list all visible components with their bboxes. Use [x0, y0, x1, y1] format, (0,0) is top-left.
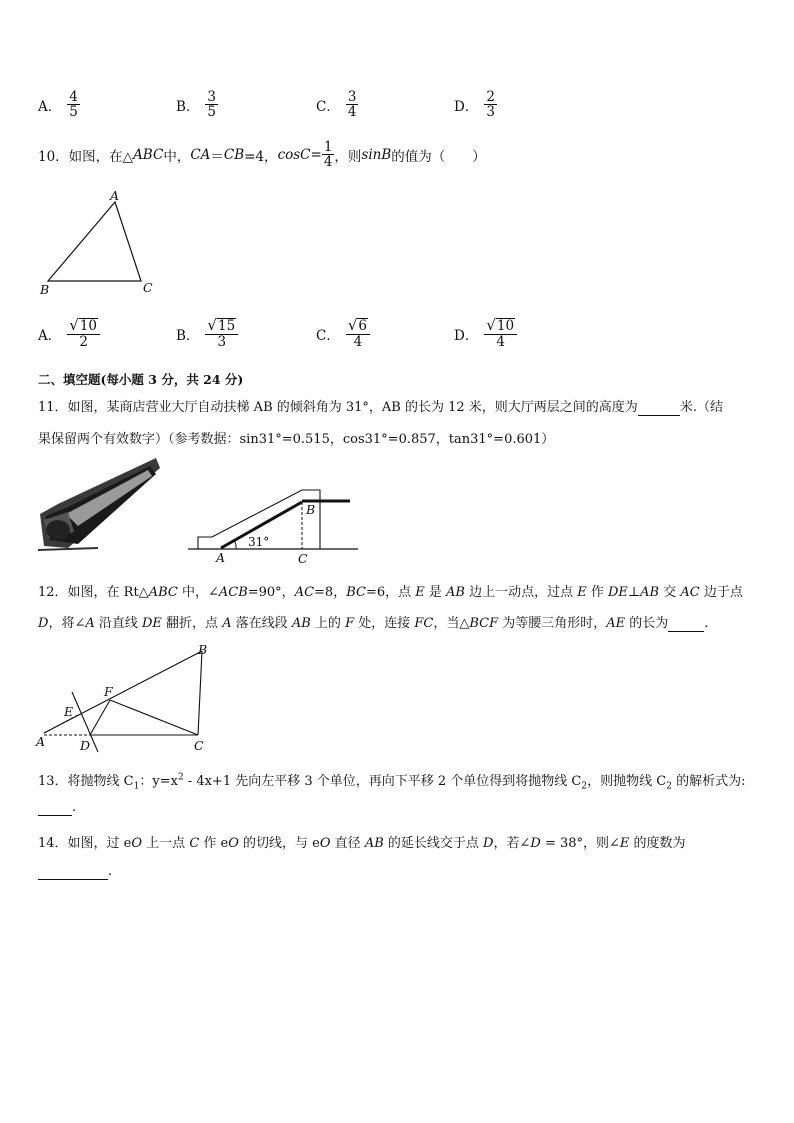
- segment-bc: [198, 651, 202, 735]
- stem-text: 为等腰三角形时，: [498, 616, 607, 631]
- math-var: E: [619, 836, 630, 851]
- option-label: C．: [316, 98, 340, 115]
- stem-text: 上一点: [142, 836, 190, 851]
- math-var: D: [38, 616, 49, 631]
- stem-text: - 4x+1 先向左平移 3 个单位，再向下平移 2 个单位得到将抛物线 C: [183, 774, 582, 789]
- subscript: 2: [581, 781, 588, 792]
- math-var: CB: [223, 146, 245, 163]
- math-var: AB: [291, 616, 311, 631]
- numerator: 2: [486, 89, 495, 105]
- triangle-abc: [48, 202, 141, 281]
- math-var: FC: [414, 616, 434, 631]
- photo-wheel: [46, 520, 70, 540]
- stem-text: ：y=x: [139, 774, 178, 789]
- numerator: [484, 318, 517, 335]
- math-var: ACB: [218, 585, 248, 600]
- denominator: 3: [217, 333, 227, 350]
- denominator: 4: [323, 154, 333, 171]
- option-label: B．: [176, 98, 200, 115]
- numerator: [67, 318, 100, 335]
- stem-text: 的切线，与 e: [238, 836, 320, 851]
- q12-line2: [38, 612, 708, 632]
- fraction: [322, 140, 335, 169]
- segment-df: [90, 700, 110, 735]
- q12-triangle-figure: [34, 640, 216, 758]
- math-var: A: [85, 616, 95, 631]
- stem-text: 米.（结: [679, 400, 723, 415]
- stem-text: 的延长线交于点: [383, 836, 484, 851]
- answer-blank: [38, 800, 72, 816]
- fraction: [205, 318, 238, 349]
- point-label-b: B: [198, 642, 208, 657]
- denominator: 4: [496, 333, 505, 350]
- stem-text: ＝: [210, 148, 224, 165]
- math-var: A: [222, 616, 232, 631]
- fraction: [346, 90, 359, 119]
- stem-text: 中，∠: [177, 585, 219, 600]
- point-label-a: A: [36, 734, 46, 749]
- option-label: A．: [38, 327, 62, 344]
- section-heading: 二、填空题(每小题 3 分，共 24 分): [38, 372, 244, 387]
- q13-line2: [38, 800, 76, 816]
- stem-text: = 38°，则∠: [540, 836, 620, 851]
- photo-floor: [38, 548, 98, 550]
- sqrt-symbol: √ 15: [207, 316, 236, 334]
- stem-text: =: [310, 146, 322, 163]
- point-label-b: B: [306, 502, 316, 517]
- denominator: 5: [69, 104, 78, 121]
- stem-text: 14．如图，过 e: [38, 836, 132, 851]
- sqrt-symbol: √ 10: [69, 316, 97, 334]
- stem-text: ，若∠: [493, 836, 531, 851]
- stem-text: 边于点: [699, 585, 743, 600]
- radicand: 6: [358, 318, 367, 334]
- radicand: 10: [79, 318, 97, 334]
- stem-text: 10．如图，在△: [38, 148, 134, 165]
- numerator: 3: [347, 89, 357, 105]
- q12-line1: [38, 581, 743, 600]
- math-var: AC: [680, 585, 700, 600]
- stem-text: 翻折，点: [161, 616, 223, 631]
- math-var: AB: [640, 585, 660, 600]
- math-var: sinB: [361, 146, 392, 163]
- stem-text: 中，: [163, 148, 191, 165]
- math-var: O: [228, 836, 239, 851]
- stem-text: 沿直线: [94, 616, 142, 631]
- angle-label: 31°: [248, 535, 270, 549]
- math-var: F: [345, 616, 355, 631]
- stem-text: 的值为（ ）: [391, 148, 486, 165]
- stem-text: =90°，: [247, 585, 295, 600]
- stem-text: 的长为: [625, 616, 669, 631]
- stem-text: 上的: [310, 616, 346, 631]
- stem-text: 是: [424, 585, 447, 600]
- stem-text: 13．将抛物线 C: [38, 774, 134, 789]
- fraction: [346, 318, 370, 349]
- stem-text: =8，: [314, 585, 347, 600]
- q10-stem: [38, 140, 486, 169]
- escalator-photo: [38, 456, 162, 552]
- option-label: A．: [38, 98, 62, 115]
- q14-line1: [38, 832, 686, 851]
- denominator: 4: [353, 333, 363, 350]
- q9-option-a: [38, 90, 80, 119]
- math-var: AC: [294, 585, 315, 600]
- option-label: C．: [316, 327, 340, 344]
- option-label: D．: [454, 98, 479, 115]
- fraction: [484, 90, 497, 119]
- numerator: 1: [323, 139, 333, 155]
- segment-fc: [110, 700, 198, 735]
- sqrt-symbol: √ 10: [486, 316, 515, 334]
- math-var: BCF: [469, 616, 499, 631]
- math-var: D: [530, 836, 541, 851]
- math-var: BC: [346, 585, 366, 600]
- point-label-f: F: [104, 684, 113, 699]
- math-var: AE: [606, 616, 626, 631]
- answer-blank: [38, 864, 108, 880]
- q9-option-b: [176, 90, 218, 119]
- vertex-label-a: A: [110, 188, 120, 203]
- denominator: 3: [486, 104, 495, 121]
- stem-text: 处，连接: [354, 616, 415, 631]
- stem-text: 的解析式为:: [671, 774, 746, 789]
- math-var: DE: [142, 616, 162, 631]
- radicand: 10: [496, 318, 515, 334]
- stem-text: =4，: [244, 148, 278, 165]
- stem-text: 落在线段: [231, 616, 292, 631]
- option-label: B．: [176, 327, 200, 344]
- subscript: 2: [666, 781, 672, 792]
- stem-text: =6，点: [365, 585, 416, 600]
- numerator: 4: [69, 89, 78, 105]
- math-var: E: [577, 585, 587, 600]
- q13-line1: [38, 770, 745, 792]
- stem-text: ⊥: [627, 585, 641, 600]
- answer-blank: [668, 616, 704, 632]
- q11-line2: 果保留两个有效数字）（参考数据：sin31°=0.515，cos31°=0.857，tan31°=0.601）: [38, 432, 555, 447]
- math-var: C: [189, 836, 200, 851]
- q10-triangle-figure: [36, 188, 166, 300]
- stem-text: 交: [659, 585, 681, 600]
- stem-text: ，则: [334, 148, 362, 165]
- q9-option-c: [316, 90, 358, 119]
- stem-text: 直径: [330, 836, 365, 851]
- numerator: [346, 318, 370, 335]
- point-label-c: C: [194, 738, 204, 753]
- angle-arc: [234, 540, 236, 549]
- subscript: 1: [133, 781, 140, 792]
- numerator: [205, 318, 238, 335]
- math-var: DE: [608, 585, 628, 600]
- math-var: O: [131, 836, 143, 851]
- point-label-d: D: [80, 738, 91, 753]
- stem-text: 11．如图，某商店营业大厅自动扶梯 AB 的倾斜角为 31°，AB 的长为 12 米，则大厅两层之间的高度为: [38, 400, 638, 415]
- stem-text: 作 e: [199, 836, 229, 851]
- stem-text: 12．如图，在 Rt△: [38, 585, 149, 600]
- vertex-label-b: B: [40, 282, 50, 297]
- q10-option-a: [38, 318, 100, 349]
- math-var: ABC: [133, 146, 164, 163]
- stem-text: .: [72, 800, 77, 815]
- numerator: 3: [207, 89, 217, 105]
- denominator: 4: [347, 104, 357, 121]
- superscript: 2: [177, 772, 184, 783]
- math-var: cosC: [277, 146, 311, 163]
- fraction: [67, 90, 80, 119]
- point-label-e: E: [64, 704, 74, 719]
- stem-text: ，当△: [433, 616, 470, 631]
- radicand: 15: [217, 318, 236, 334]
- q11-escalator-diagram: [184, 482, 364, 568]
- math-var: AB: [364, 836, 384, 851]
- q10-option-c: [316, 318, 370, 349]
- fraction: [484, 318, 517, 349]
- math-var: O: [319, 836, 331, 851]
- q14-line2: [38, 864, 112, 880]
- stem-text: ，将∠: [48, 616, 86, 631]
- q10-option-b: [176, 318, 238, 349]
- math-var: AB: [446, 585, 465, 600]
- math-var: E: [415, 585, 425, 600]
- stem-text: ，则抛物线 C: [587, 774, 667, 789]
- math-var: D: [483, 836, 494, 851]
- denominator: 5: [207, 104, 217, 121]
- stem-text: .: [704, 616, 709, 631]
- stem-text: 边上一动点，过点: [464, 585, 578, 600]
- q11-line1: [38, 396, 723, 416]
- answer-blank: [638, 400, 680, 416]
- q9-option-d: [454, 90, 497, 119]
- point-label-c: C: [298, 551, 308, 566]
- stem-text: 的度数为: [629, 836, 686, 851]
- q10-option-d: [454, 318, 517, 349]
- math-var: CA: [190, 146, 211, 163]
- sqrt-symbol: √ 6: [347, 316, 367, 334]
- option-label: D．: [454, 327, 479, 344]
- fraction: [205, 90, 218, 119]
- vertex-label-c: C: [143, 280, 153, 295]
- fraction: [67, 318, 100, 349]
- math-var: ABC: [148, 585, 178, 600]
- point-label-a: A: [216, 550, 226, 565]
- denominator: 2: [79, 333, 88, 350]
- stem-text: 作: [586, 585, 608, 600]
- stem-text: .: [108, 864, 113, 879]
